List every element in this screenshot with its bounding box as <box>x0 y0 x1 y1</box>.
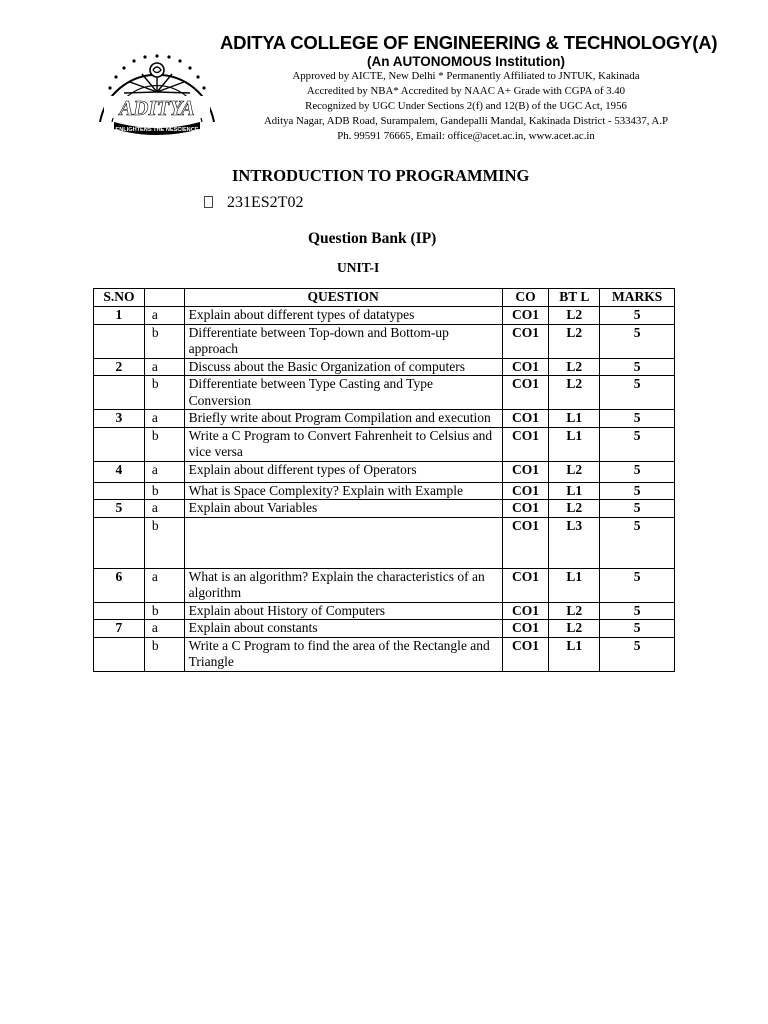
table-row <box>94 427 675 461</box>
cell-sub: a <box>144 358 184 376</box>
cell-marks: 5 <box>600 307 675 325</box>
cell-btl: L1 <box>549 427 600 461</box>
table-row <box>94 500 675 518</box>
cell-co: CO1 <box>502 482 549 500</box>
cell-question: Explain about constants <box>184 620 502 638</box>
cell-marks: 5 <box>600 637 675 671</box>
cell-btl: L2 <box>549 324 600 358</box>
cell-btl: L2 <box>549 620 600 638</box>
contact-line: Ph. 99591 76665, Email: office@acet.ac.in, www.acet.ac.in <box>337 130 595 142</box>
header-question: QUESTION <box>184 289 502 307</box>
cell-marks: 5 <box>600 500 675 518</box>
cell-question: Write a C Program to find the area of the Rectangle and Triangle <box>184 637 502 671</box>
cell-sub: a <box>144 410 184 428</box>
table-header-row <box>94 289 675 307</box>
cell-question: Explain about Variables <box>184 500 502 518</box>
cell-marks: 5 <box>600 517 675 568</box>
approval-line: Approved by AICTE, New Delhi * Permanently Affiliated to JNTUK, Kakinada <box>292 70 640 82</box>
accreditation-line: Accredited by NBA* Accredited by NAAC A+ Grade with CGPA of 3.40 <box>306 85 626 97</box>
cell-question <box>184 517 502 568</box>
table-row <box>94 410 675 428</box>
letterhead <box>92 30 718 142</box>
cell-sno <box>94 376 145 410</box>
header-marks: MARKS <box>600 289 675 307</box>
logo-word: ADITYA <box>119 96 195 120</box>
cell-btl: L1 <box>549 637 600 671</box>
cell-question: Explain about different types of Operators <box>184 461 502 482</box>
cell-marks: 5 <box>600 324 675 358</box>
question-bank-title: Question Bank (IP) <box>308 230 437 247</box>
table-row <box>94 568 675 602</box>
cell-sub: a <box>144 620 184 638</box>
cell-marks: 5 <box>600 427 675 461</box>
institution-name: ADITYA COLLEGE OF ENGINEERING & TECHNOLOGY(A) <box>220 32 718 53</box>
question-table <box>93 288 675 672</box>
cell-co: CO1 <box>502 410 549 428</box>
institution-subtitle: (An AUTONOMOUS Institution) <box>367 54 565 69</box>
cell-btl: L2 <box>549 376 600 410</box>
cell-sno: 3 <box>94 410 145 428</box>
aditya-logo <box>92 30 222 142</box>
cell-marks: 5 <box>600 461 675 482</box>
header-btl: BT L <box>549 289 600 307</box>
cell-sno: 6 <box>94 568 145 602</box>
cell-marks: 5 <box>600 620 675 638</box>
cell-sno <box>94 637 145 671</box>
cell-btl: L2 <box>549 602 600 620</box>
cell-btl: L3 <box>549 517 600 568</box>
unit-title: UNIT-I <box>337 260 380 275</box>
cell-btl: L2 <box>549 461 600 482</box>
course-title: INTRODUCTION TO PROGRAMMING <box>232 166 530 185</box>
cell-sno: 7 <box>94 620 145 638</box>
cell-sno: 4 <box>94 461 145 482</box>
cell-co: CO1 <box>502 568 549 602</box>
cell-sno <box>94 482 145 500</box>
cell-sub: b <box>144 517 184 568</box>
cell-co: CO1 <box>502 637 549 671</box>
missing-glyph-icon <box>204 196 213 208</box>
cell-sno <box>94 602 145 620</box>
course-code: 231ES2T02 <box>227 194 304 211</box>
table-row <box>94 602 675 620</box>
table-row <box>94 482 675 500</box>
cell-sub: a <box>144 500 184 518</box>
cell-co: CO1 <box>502 602 549 620</box>
cell-co: CO1 <box>502 307 549 325</box>
cell-marks: 5 <box>600 568 675 602</box>
table-row <box>94 376 675 410</box>
cell-sno: 1 <box>94 307 145 325</box>
table-row <box>94 461 675 482</box>
cell-sub: a <box>144 307 184 325</box>
cell-sub: a <box>144 568 184 602</box>
cell-sno: 2 <box>94 358 145 376</box>
cell-sub: b <box>144 637 184 671</box>
cell-co: CO1 <box>502 620 549 638</box>
cell-sub: b <box>144 376 184 410</box>
table-row <box>94 358 675 376</box>
institution-block <box>220 32 718 144</box>
address-line: Aditya Nagar, ADB Road, Surampalem, Gandepalli Mandal, Kakinada District - 533437, A.P <box>263 115 669 127</box>
cell-sno <box>94 517 145 568</box>
recognition-line: Recognized by UGC Under Sections 2(f) and 12(B) of the UGC Act, 1956 <box>305 100 627 112</box>
cell-co: CO1 <box>502 358 549 376</box>
cell-co: CO1 <box>502 500 549 518</box>
cell-sub: a <box>144 461 184 482</box>
table-row <box>94 307 675 325</box>
table-row <box>94 324 675 358</box>
table-row <box>94 637 675 671</box>
cell-sno <box>94 427 145 461</box>
cell-sub: b <box>144 482 184 500</box>
cell-sub: b <box>144 602 184 620</box>
cell-sno <box>94 324 145 358</box>
cell-marks: 5 <box>600 376 675 410</box>
cell-btl: L1 <box>549 482 600 500</box>
cell-question: Differentiate between Top-down and Bottom-up approach <box>184 324 502 358</box>
cell-question: Briefly write about Program Compilation and execution <box>184 410 502 428</box>
header-sno: S.NO <box>94 289 145 307</box>
cell-sno: 5 <box>94 500 145 518</box>
logo-tagline: ENLIGHTENS THE NESCIENCE <box>115 127 199 133</box>
cell-marks: 5 <box>600 410 675 428</box>
cell-co: CO1 <box>502 517 549 568</box>
cell-btl: L2 <box>549 307 600 325</box>
cell-question: Differentiate between Type Casting and Type Conversion <box>184 376 502 410</box>
cell-question: What is Space Complexity? Explain with Example <box>184 482 502 500</box>
cell-co: CO1 <box>502 461 549 482</box>
cell-question: Discuss about the Basic Organization of computers <box>184 358 502 376</box>
cell-btl: L1 <box>549 410 600 428</box>
table-row <box>94 517 675 568</box>
cell-co: CO1 <box>502 376 549 410</box>
cell-sub: b <box>144 324 184 358</box>
cell-btl: L1 <box>549 568 600 602</box>
cell-question: Explain about History of Computers <box>184 602 502 620</box>
cell-question: Write a C Program to Convert Fahrenheit to Celsius and vice versa <box>184 427 502 461</box>
table-row <box>94 620 675 638</box>
cell-question: What is an algorithm? Explain the characteristics of an algorithm <box>184 568 502 602</box>
header-co: CO <box>502 289 549 307</box>
cell-co: CO1 <box>502 427 549 461</box>
cell-question: Explain about different types of datatypes <box>184 307 502 325</box>
course-code-row <box>204 194 303 212</box>
cell-marks: 5 <box>600 358 675 376</box>
header-sub <box>144 289 184 307</box>
cell-marks: 5 <box>600 602 675 620</box>
cell-marks: 5 <box>600 482 675 500</box>
cell-btl: L2 <box>549 500 600 518</box>
cell-co: CO1 <box>502 324 549 358</box>
cell-sub: b <box>144 427 184 461</box>
cell-btl: L2 <box>549 358 600 376</box>
